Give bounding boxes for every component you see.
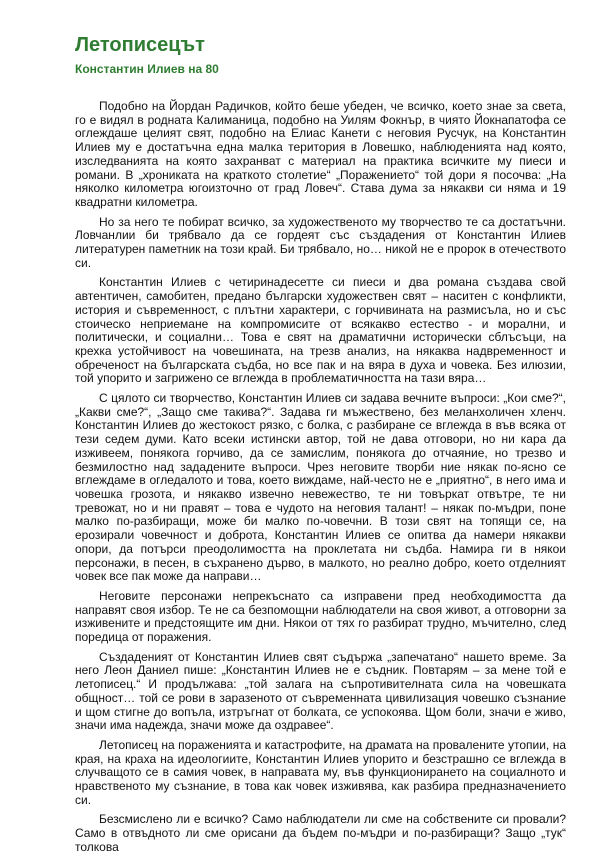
paragraph: Подобно на Йордан Радичков, който беше убеден, че всичко, което знае за света, го е видял в родната Калиманица, подобно на Уилям Фокнър, в чиято Йокнапатофа се оглеждаше целият свят, подобно на Елиас Канети с неговия Русчук, на Константин Илиев му е достатъчна една малка територия в Ловешко, наблюденията над която, изследванията на която захранват с материал на практика всичките му пиеси и романи. В „хрониката на краткото столетие“ „Поражението“ той дори я посочва: „На няколко километра югоизточно от град Ловеч“. Става дума за някакви си няма и 19 квадратни километра.	[75, 99, 566, 209]
article-title: Летописецът	[75, 34, 205, 56]
article-body	[75, 100, 566, 861]
paragraph: Летописец на пораженията и катастрофите, на драмата на провалените утопии, на края, на краха на идеологиите, Константин Илиев упорито и безстрашно се вглежда в случващото се в самия човек, в направата му, във функционирането на социалното и нравственото му съзнание, в това как човек изживява, как разбира предназначението си.	[75, 737, 566, 807]
paragraph: Но за него те побират всичко, за художественото му творчество те са достатъчни. Ловчанлии би трябвало да се гордеят със създадения от Константин Илиев литературен паметник на този край. Би трябвало, но… никой не е пророк в отечеството си.	[75, 214, 566, 270]
paragraph: Неговите персонажи непрекъснато са изправени пред необходимостта да направят своя избор. Те не са безпомощни наблюдатели на своя живот, а отговорни за изживените и предстоящите им дни. Някои от тях го разбират трудно, мъчително, след поредица от поражения.	[75, 588, 566, 645]
paragraph: С цялото си творчество, Константин Илиев си задава вечните въпроси: „Кои сме?“, „Какви сме?“, „Защо сме такива?“. Задава ги мъжествено, без меланхоличен хленч. Константин Илиев до жестокост рязко, с болка, с разбиране се вглежда в във всяка от тези седем думи. Като всеки истински автор, той не дава отговори, но ни кара да изживеем, понякога горчиво, да се замислим, понякога до отчаяние, но трезво и безмилостно над зададените въпроси. Чрез неговите творби ние някак по-ясно се вглеждаме в огледалото и това, което виждаме, най-често не е „приятно“, в него има и човешка грозота, и някакво извечно невежество, те ни товъркат отвътре, те ни тревожат, но и ни правят – това е чудото на неговия талант! – някак по-мъдри, поне малко по-разбиращи, може би малко по-човечни. В този свят на топящи се, на ерозирали човечност и доброта, Константин Илиев се опитва да намери някакви опори, да потърси преодолимостта на проклетата ни съдба. Намира ги в някои персонажи, в песен, в съхранено дърво, в малкото, но реално добро, което отделният човек все пак може да направи…	[75, 391, 566, 584]
article-subtitle: Константин Илиев на 80	[75, 62, 219, 76]
paragraph: Създаденият от Константин Илиев свят съдържа „запечатано“ нашето време. За него Леон Даниел пише: „Константин Илиев не е съдник. Повтарям – за мене той е летописец.“ И продължава: „той залага на съпротивителната сила на човешката общност… той се рови в заразеното от съвременната цивилизация човешко съзнание и щом стигне до вопъла, изтръгнат от болката, се успокоява. Щом боли, значи е живо, значи има надежда, значи може да оздравее“.	[75, 649, 566, 733]
paragraph: Константин Илиев с четиринадесетте си пиеси и два романа създава свой автентичен, самобитен, предано български художествен свят – наситен с конфликти, история и съвременност, с плътни характери, с горчивината на размисъла, но и със стоическо неприемане на компромисите от всякакво естество - и морални, и политически, и социални… Това е свят на драматични исторически сблъсъци, на крехка устойчивост на човешината, на трезв анализ, на някаква надвременност и обреченост на българската съдба, но все пак и на вяра в духа и човека. Без илюзии, той упорито и загрижено се вглежда в проблематичността на тази вяра…	[75, 275, 566, 386]
paragraph: Безсмислено ли е всичко? Само наблюдатели ли сме на собствените си провали? Само в отвъдното ли сме орисани да бъдем по-мъдри и по-разбиращи? Защо „тук“ толкова	[75, 812, 566, 854]
